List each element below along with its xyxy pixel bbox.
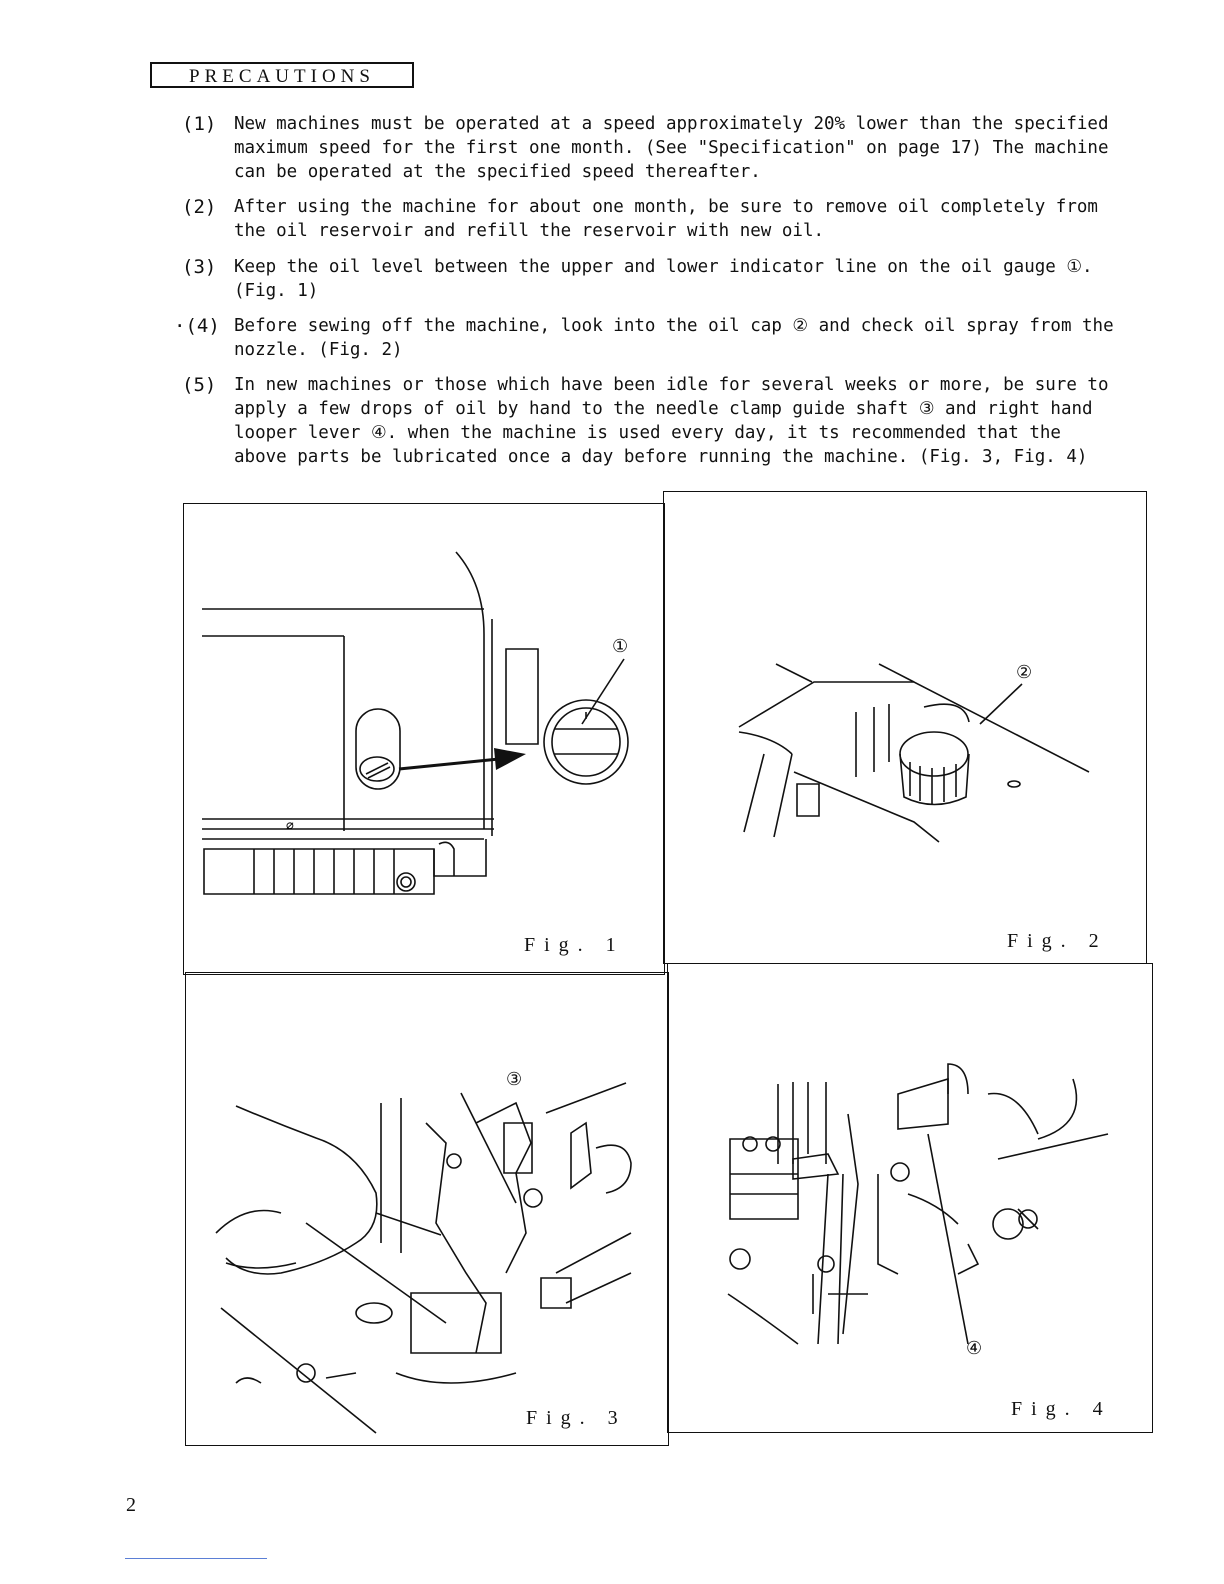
item-number: (1) xyxy=(182,113,217,135)
precaution-item-3 xyxy=(182,255,1112,303)
figure-1-panel xyxy=(183,503,665,975)
item-number: ·(4) xyxy=(174,315,220,337)
callout-1-label: ① xyxy=(612,636,629,657)
needle-clamp-illustration xyxy=(186,973,670,1447)
callout-4-label: ④ xyxy=(966,1338,983,1359)
item-text: After using the machine for about one month, be sure to remove oil completely from the oil reservoir and refill the reservoir with new oil. xyxy=(234,197,1098,241)
footer-divider xyxy=(125,1558,267,1559)
precaution-item-4 xyxy=(174,314,1114,362)
figure-2-caption: Fig. 2 xyxy=(1007,930,1108,952)
figure-3-panel xyxy=(185,972,669,1446)
item-text: Keep the oil level between the upper and lower indicator line on the oil gauge ①. (Fig. 1) xyxy=(234,257,1093,301)
item-number: (2) xyxy=(182,196,217,218)
figure-2-panel xyxy=(663,491,1147,964)
precaution-item-1 xyxy=(182,112,1112,184)
precaution-item-2 xyxy=(182,195,1112,243)
item-number: (3) xyxy=(182,256,217,278)
item-text: Before sewing off the machine, look into the oil cap ② and check oil spray from the nozzle. (Fig. 2) xyxy=(234,316,1114,360)
callout-2-label: ② xyxy=(1016,662,1033,683)
oil-cap-illustration xyxy=(664,492,1148,965)
section-title: PRECAUTIONS xyxy=(150,62,414,88)
item-text: In new machines or those which have been idle for several weeks or more, be sure to apply a few drops of oil by hand to the needle clamp guide shaft ③ and right hand looper lever ④. when the machine is used every day, it ts recommended that the above parts be lubricated once a day before running the machine. (Fig. 3, Fig. 4) xyxy=(234,375,1109,467)
item-text: New machines must be operated at a speed approximately 20% lower than the specified maximum speed for the first one month. (See "Specification" on page 17) The machine can be operated at the specified speed thereafter. xyxy=(234,114,1109,182)
figure-4-caption: Fig. 4 xyxy=(1011,1398,1112,1420)
oil-gauge-illustration xyxy=(184,504,666,976)
figure-4-panel xyxy=(667,963,1153,1433)
figure-1-caption: Fig. 1 xyxy=(524,934,625,956)
item-number: (5) xyxy=(182,374,217,396)
svg-text:⌀: ⌀ xyxy=(286,818,294,833)
page-number: 2 xyxy=(126,1494,136,1516)
looper-lever-illustration xyxy=(668,964,1154,1434)
precaution-item-5 xyxy=(182,373,1112,469)
callout-3-label: ③ xyxy=(506,1069,523,1090)
figure-3-caption: Fig. 3 xyxy=(526,1407,627,1429)
